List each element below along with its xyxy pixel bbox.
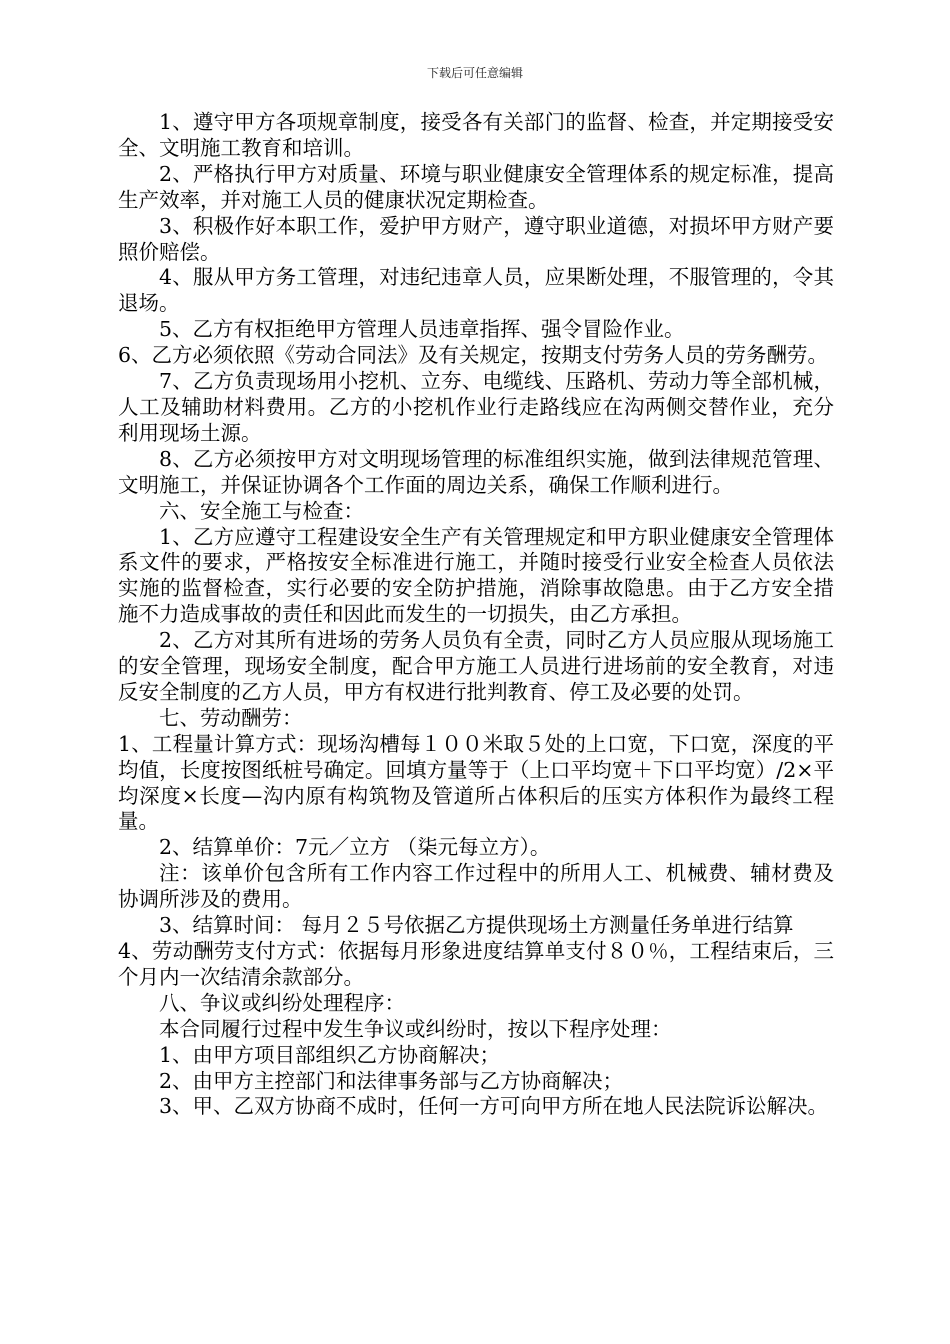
paragraph: 3、积极作好本职工作，爱护甲方财产，遵守职业道德，对损坏甲方财产要照价赔偿。 [118,213,834,264]
paragraph: 8、乙方必须按甲方对文明现场管理的标准组织实施，做到法律规范管理、文明施工，并保证协调各个工作面的周边关系，确保工作顺利进行。 [118,446,834,497]
paragraph: 7、乙方负责现场用小挖机、立夯、电缆线、压路机、劳动力等全部机械，人工及辅助材料费用。乙方的小挖机作业行走路线应在沟两侧交替作业，充分利用现场土源。 [118,369,834,445]
paragraph: 3、结算时间： 每月２５号依据乙方提供现场土方测量任务单进行结算 [159,913,794,938]
paragraph: 5、乙方有权拒绝甲方管理人员违章指挥、强令冒险作业。 [159,317,685,342]
paragraph: 本合同履行过程中发生争议或纠纷时，按以下程序处理： [159,1016,672,1041]
paragraph: 3、甲、乙双方协商不成时，任何一方可向甲方所在地人民法院诉讼解决。 [159,1094,829,1119]
paragraph: 4、劳动酬劳支付方式：依据每月形象进度结算单支付８０％，工程结束后，三个月内一次结清余款部分。 [118,939,834,989]
paragraph: 6、乙方必须依照《劳动合同法》及有关规定，按期支付劳务人员的劳务酬劳。 [118,343,829,368]
paragraph: 2、乙方对其所有进场的劳务人员负有全责，同时乙方人员应服从现场施工的安全管理，现场安全制度，配合甲方施工人员进行进场前的安全教育，对违反安全制度的乙方人员，甲方有权进行批判教育、停工及必要的处罚。 [118,628,834,704]
paragraph: 注：该单价包含所有工作内容工作过程中的所用人工、机械费、辅材费及协调所涉及的费用。 [118,861,834,912]
paragraph: 2、结算单价：7元／立方 （柒元每立方）。 [159,835,551,860]
paragraph: 八、争议或纠纷处理程序： [159,990,405,1015]
paragraph: 1、遵守甲方各项规章制度，接受各有关部门的监督、检查，并定期接受安全、文明施工教育和培训。 [118,110,834,160]
paragraph: 4、服从甲方务工管理，对违纪违章人员，应果断处理，不服管理的，令其退场。 [118,265,834,316]
paragraph: 2、由甲方主控部门和法律事务部与乙方协商解决； [159,1068,624,1093]
paragraph: 六、安全施工与检查： [159,498,364,523]
page-header: 下载后可任意编辑 [426,66,523,80]
paragraph: 1、工程量计算方式：现场沟槽每１００米取５处的上口宽，下口宽，深度的平均值，长度按图纸桩号确定。回填方量等于（上口平均宽＋下口平均宽）/2×平均深度×长度—沟内原有构筑物及管道所占体积后的压实方体积作为最终工程量。 [118,731,834,834]
document-body [118,110,834,1120]
paragraph: 1、由甲方项目部组织乙方协商解决； [159,1042,501,1067]
paragraph: 七、劳动酬劳： [159,705,303,730]
paragraph: 1、乙方应遵守工程建设安全生产有关管理规定和甲方职业健康安全管理体系文件的要求，严格按安全标准进行施工，并随时接受行业安全检查人员依法实施的监督检查，实行必要的安全防护措施，消除事故隐患。由于乙方安全措施不力造成事故的责任和因此而发生的一切损失，由乙方承担。 [118,524,834,627]
paragraph: 2、严格执行甲方对质量、环境与职业健康安全管理体系的规定标准，提高生产效率，并对施工人员的健康状况定期检查。 [118,161,834,212]
